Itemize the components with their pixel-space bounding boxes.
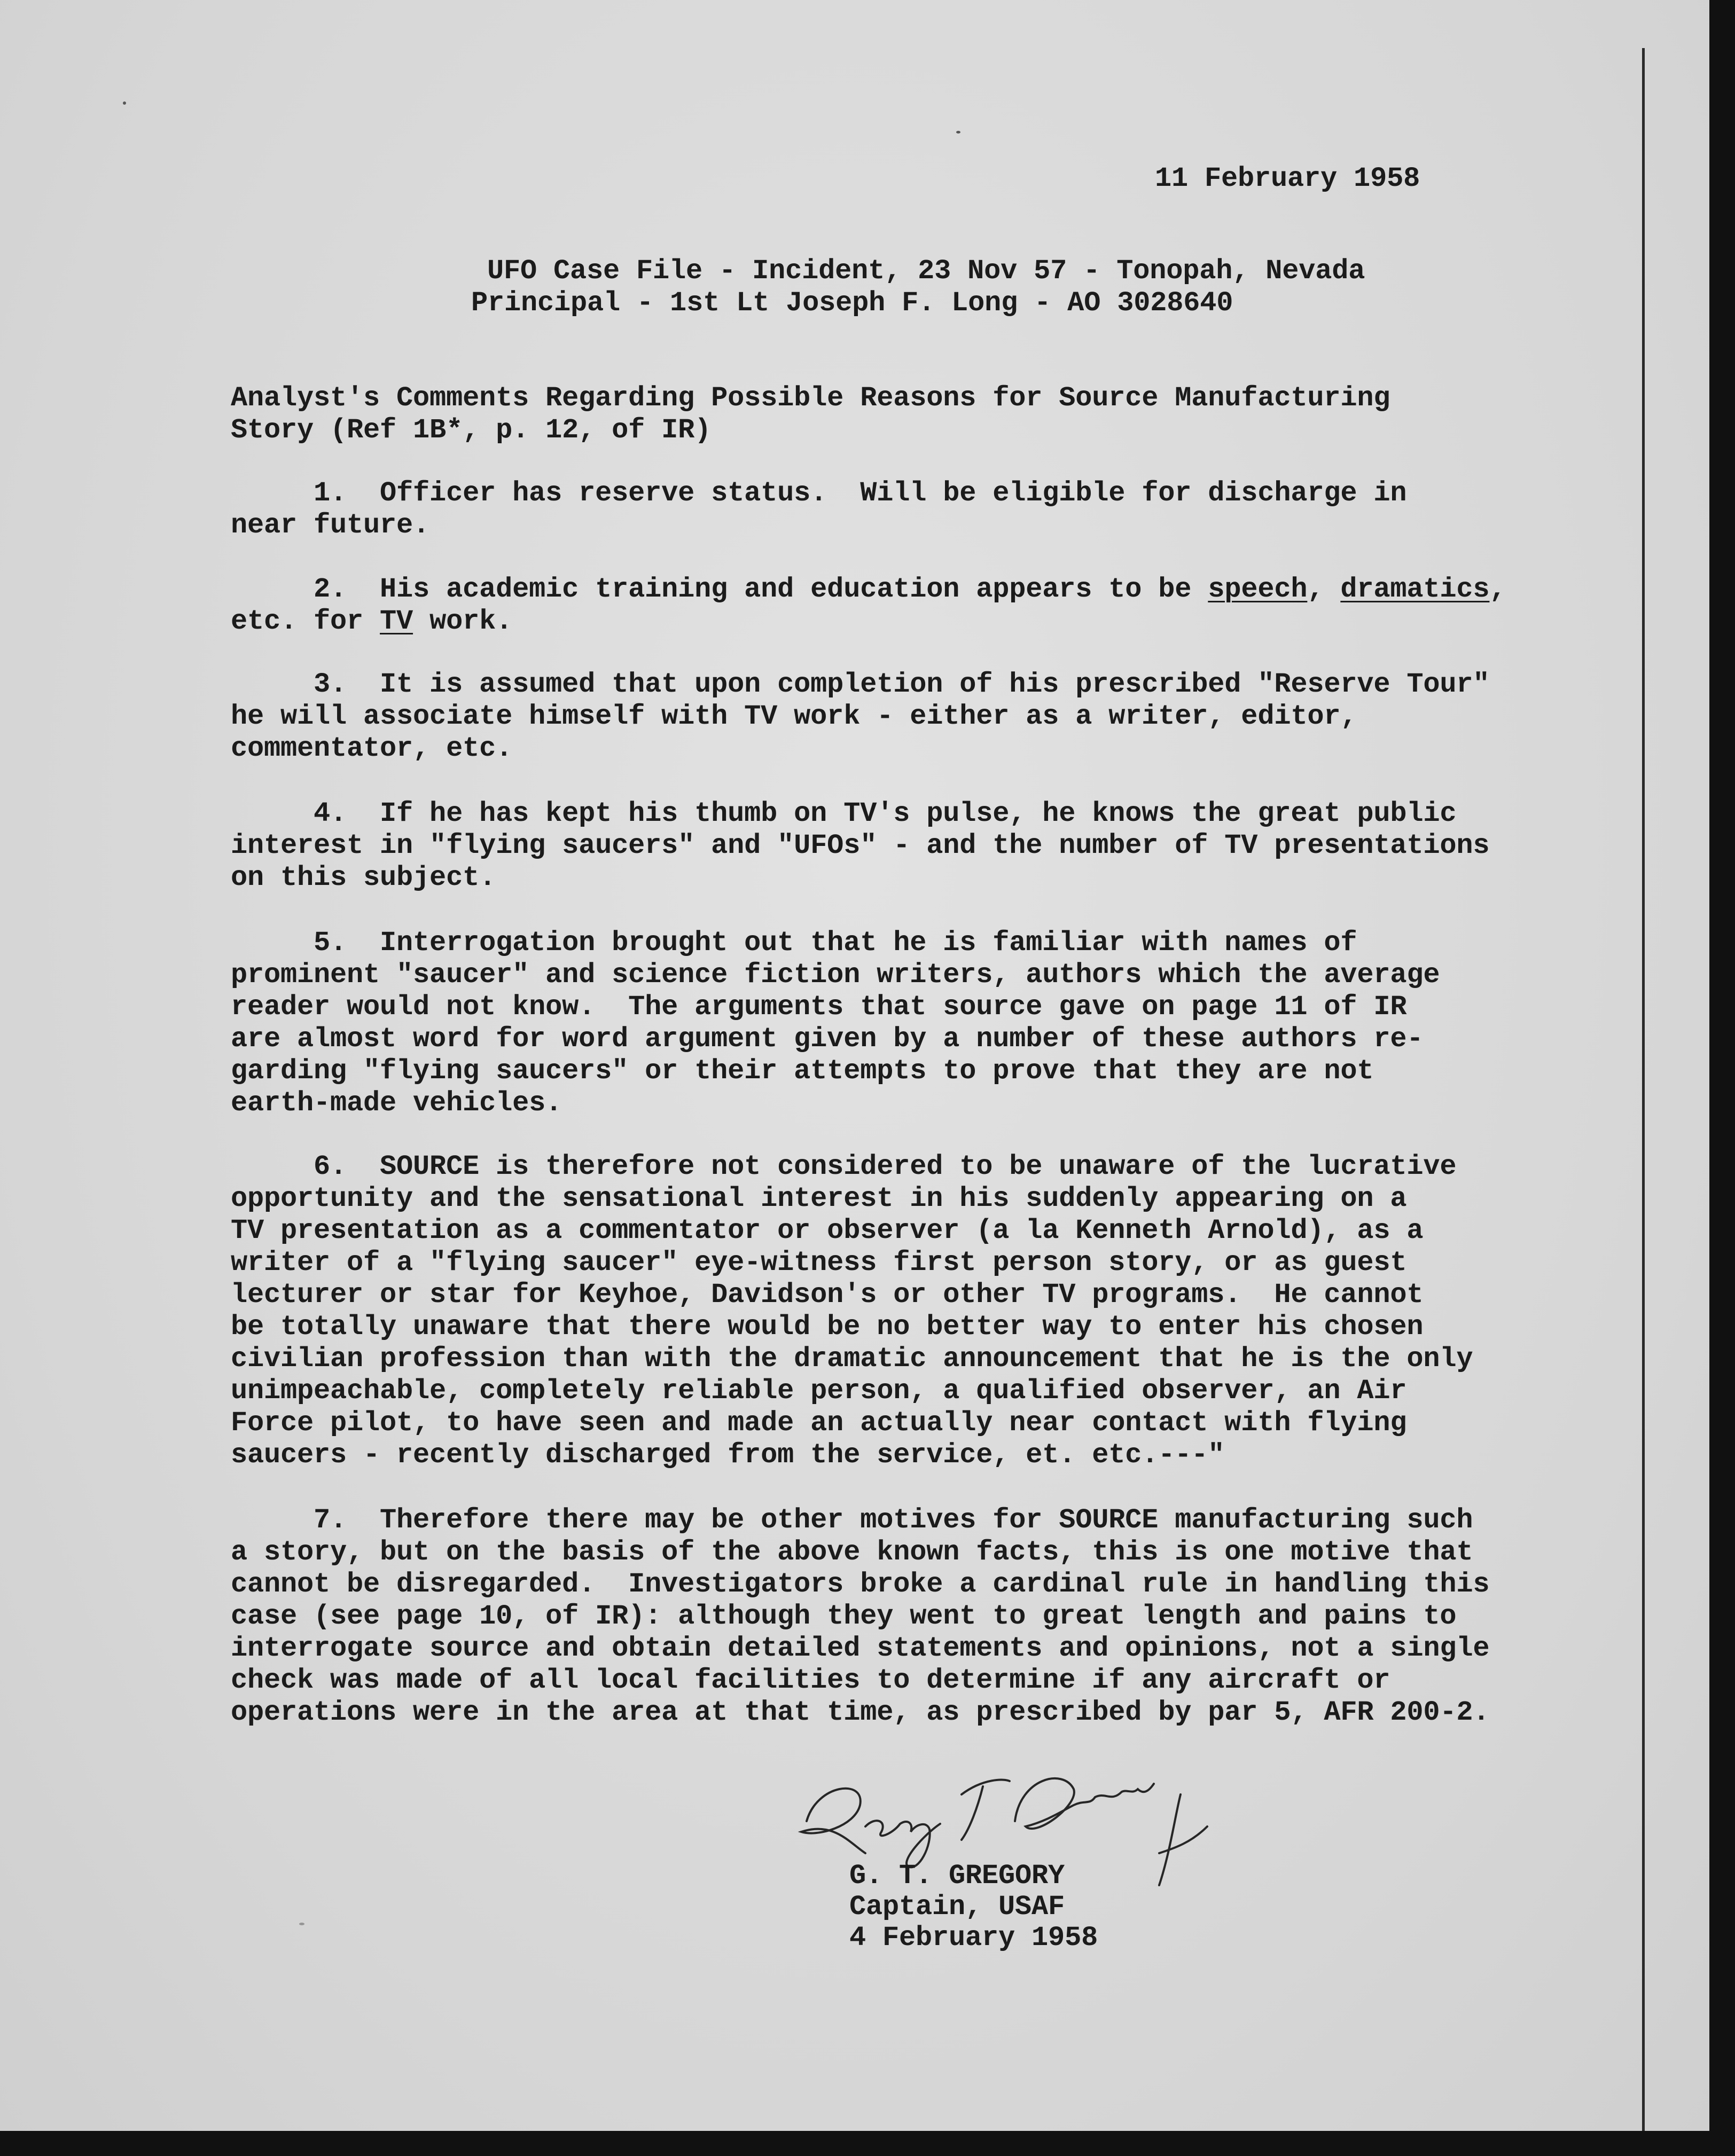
paragraph-line: [231, 1439, 1224, 1471]
text-run: 1. Officer has reserve status. Will be eligible for discharge in: [231, 477, 1407, 509]
text-run: TV presentation as a commentator or observer (a la Kenneth Arnold), as a: [231, 1215, 1424, 1246]
text-run: earth-made vehicles.: [231, 1087, 562, 1119]
text-run: work.: [413, 606, 513, 637]
paragraph-line: [231, 1665, 1390, 1697]
underlined-text: speech: [1208, 574, 1308, 605]
title-line-1: UFO Case File - Incident, 23 Nov 57 - Tonopah, Nevada: [487, 255, 1365, 287]
paragraph-line: [231, 798, 1456, 830]
text-run: interrogate source and obtain detailed statements and opinions, not a single: [231, 1633, 1490, 1664]
underlined-text: dramatics: [1340, 574, 1490, 605]
text-run: near future.: [231, 509, 430, 541]
paragraph-line: [231, 1569, 1489, 1601]
paragraph-line: [231, 1279, 1423, 1311]
scan-speck: [123, 101, 126, 105]
paragraph-line: [231, 574, 1506, 606]
text-run: etc. for: [231, 606, 380, 637]
paragraph-line: [231, 862, 496, 894]
paragraph-line: [231, 701, 1357, 733]
text-run: case (see page 10, of IR): although they went to great length and pains to: [231, 1601, 1457, 1632]
text-run: prominent "saucer" and science fiction writers, authors which the average: [231, 959, 1440, 991]
text-run: a story, but on the basis of the above known facts, this is one motive that: [231, 1536, 1473, 1568]
document-date: 11 February 1958: [1155, 163, 1420, 194]
text-run: operations were in the area at that time, as prescribed by par 5, AFR 200-2.: [231, 1697, 1490, 1728]
paragraph-line: [231, 669, 1489, 701]
paragraph-line: [231, 1023, 1423, 1055]
paragraph-line: [231, 1183, 1406, 1215]
paragraph-line: [231, 1375, 1406, 1407]
paragraph-line: [231, 1215, 1423, 1247]
text-run: civilian profession than with the dramatic announcement that he is the only: [231, 1343, 1473, 1375]
paragraph-line: [231, 1087, 562, 1119]
paragraph-line: [231, 1504, 1473, 1536]
text-run: writer of a "flying saucer" eye-witness first person story, or as guest: [231, 1247, 1407, 1279]
paragraph-line: [231, 1536, 1473, 1569]
text-run: 3. It is assumed that upon completion of his prescribed "Reserve Tour": [231, 669, 1490, 700]
scan-speck: [299, 1923, 304, 1925]
paragraph-line: [231, 509, 429, 542]
text-run: are almost word for word argument given by a number of these authors re-: [231, 1023, 1424, 1055]
text-run: cannot be disregarded. Investigators broke a cardinal rule in handling this: [231, 1569, 1490, 1600]
paragraph-line: [231, 606, 512, 638]
text-run: ,: [1307, 574, 1341, 605]
signatory-name: G. T. GREGORY: [849, 1860, 1065, 1892]
text-run: check was made of all local facilities to determine if any aircraft or: [231, 1665, 1390, 1696]
paragraph-line: [231, 1633, 1489, 1665]
text-run: 4. If he has kept his thumb on TV's pulse, he knows the great public: [231, 798, 1457, 829]
paragraph-line: [231, 991, 1406, 1023]
title-line-2: Principal - 1st Lt Joseph F. Long - AO 3028640: [471, 287, 1233, 319]
text-run: commentator, etc.: [231, 733, 513, 764]
paragraph-line: [231, 1151, 1456, 1183]
text-run: 5. Interrogation brought out that he is familiar with names of: [231, 927, 1357, 959]
paragraph-line: [231, 1247, 1406, 1279]
text-run: be totally unaware that there would be no better way to enter his chosen: [231, 1311, 1424, 1343]
underlined-text: TV: [380, 606, 413, 637]
text-run: ,: [1489, 574, 1506, 605]
paragraph-line: [231, 959, 1440, 991]
paragraph-line: [231, 477, 1406, 509]
text-run: Force pilot, to have seen and made an actually near contact with flying: [231, 1407, 1407, 1439]
text-run: 6. SOURCE is therefore not considered to be unaware of the lucrative: [231, 1151, 1457, 1182]
text-run: garding "flying saucers" or their attempts to prove that they are not: [231, 1055, 1374, 1087]
text-run: opportunity and the sensational interest in his suddenly appearing on a: [231, 1183, 1407, 1214]
text-run: lecturer or star for Keyhoe, Davidson's or other TV programs. He cannot: [231, 1279, 1424, 1311]
signatory-rank: Captain, USAF: [849, 1891, 1065, 1923]
paragraph-line: [231, 1055, 1373, 1087]
paragraph-line: [231, 927, 1357, 959]
text-run: unimpeachable, completely reliable person, a qualified observer, an Air: [231, 1375, 1407, 1407]
paragraph-line: [231, 733, 512, 765]
paragraph-line: [231, 1311, 1423, 1343]
text-run: reader would not know. The arguments that source gave on page 11 of IR: [231, 991, 1407, 1023]
text-run: 7. Therefore there may be other motives for SOURCE manufacturing such: [231, 1504, 1473, 1536]
heading-line-2: Story (Ref 1B*, p. 12, of IR): [231, 414, 712, 446]
text-run: 2. His academic training and education appears to be: [231, 574, 1208, 605]
paragraph-line: [231, 1407, 1406, 1439]
page-edge-line: [1642, 48, 1645, 2131]
heading-line-1: Analyst's Comments Regarding Possible Reasons for Source Manufacturing: [231, 382, 1390, 414]
paragraph-line: [231, 1601, 1456, 1633]
paragraph-line: [231, 830, 1489, 862]
paragraph-line: [231, 1343, 1473, 1375]
text-run: interest in "flying saucers" and "UFOs" - and the number of TV presentations: [231, 830, 1490, 861]
text-run: saucers - recently discharged from the service, et. etc.---": [231, 1439, 1225, 1471]
paragraph-line: [231, 1697, 1489, 1729]
scan-speck: [956, 131, 960, 134]
text-run: he will associate himself with TV work - either as a writer, editor,: [231, 701, 1357, 732]
signature-date: 4 February 1958: [849, 1922, 1098, 1954]
text-run: on this subject.: [231, 862, 496, 893]
